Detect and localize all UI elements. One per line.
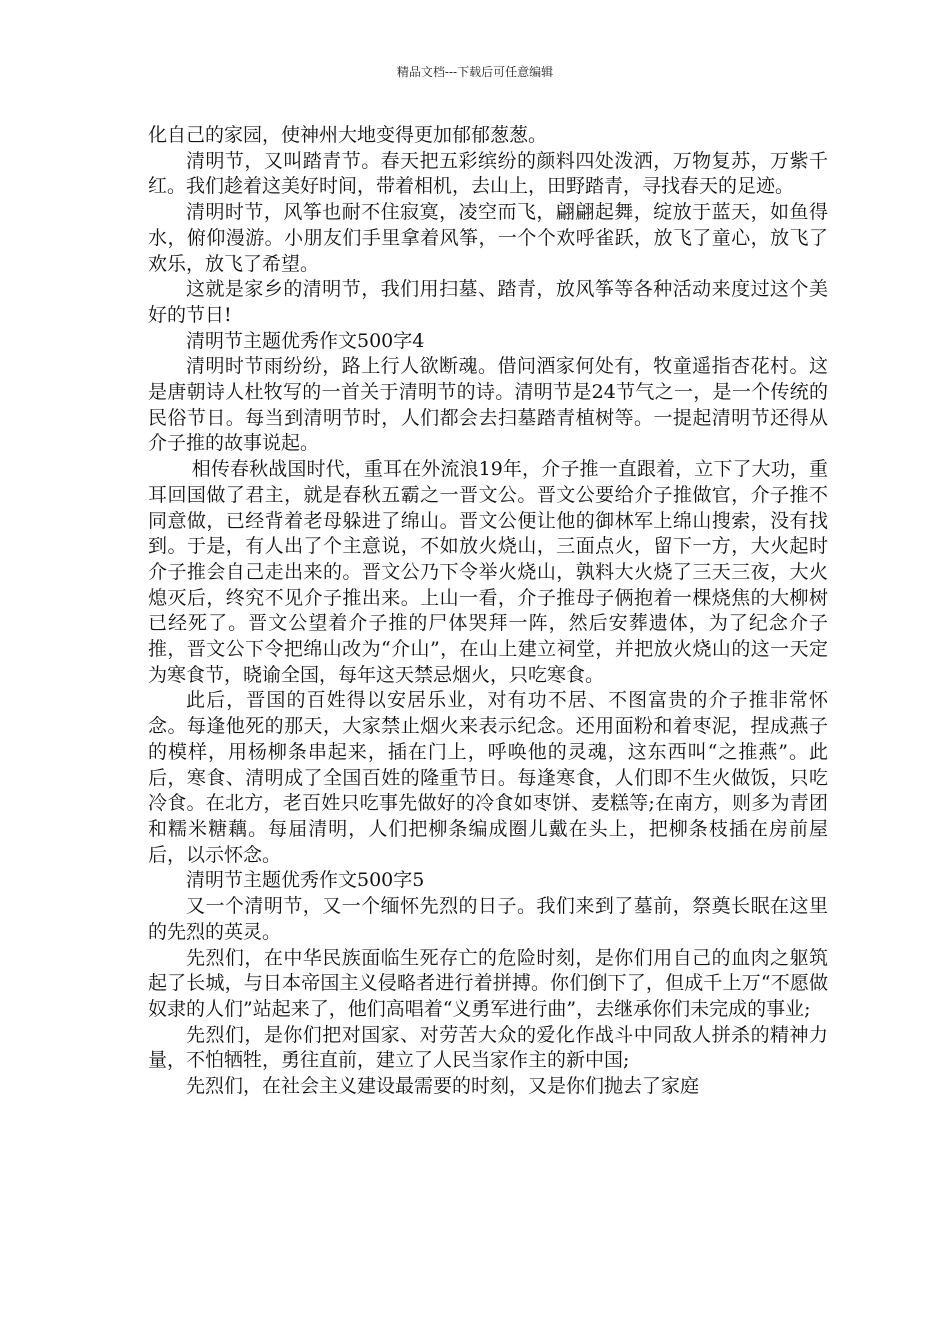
page-header: 精品文档---下载后可任意编辑 xyxy=(396,65,554,79)
paragraph: 此后，晋国的百姓得以安居乐业，对有功不居、不图富贵的介子推非常怀念。每逢他死的那天，大家禁止烟火来表示纪念。还用面粉和着枣泥，捏成燕子的模样，用杨柳条串起来，插在门上，呼唤他的灵魂，这东西叫“之推燕”。此后，寒食、清明成了全国百姓的隆重节日。每逢寒食，人们即不生火做饭，只吃冷食。在北方，老百姓只吃事先做好的冷食如枣饼、麦糕等;在南方，则多为青团和糯米糖藕。每届清明，人们把柳条编成圈儿戴在头上，把柳条枝插在房前屋后，以示怀念。 xyxy=(148,689,828,866)
paragraph: 清明节，又叫踏青节。春天把五彩缤纷的颜料四处泼洒，万物复苏，万紫千红。我们趁着这美好时间，带着相机，去山上，田野踏青，寻找春天的足迹。 xyxy=(148,149,828,198)
paragraph-continued: 化自己的家园，使神州大地变得更加郁郁葱葱。 xyxy=(148,124,548,146)
paragraph: 先烈们，是你们把对国家、对劳苦大众的爱化作战斗中同敌人拼杀的精神力量，不怕牺牲，勇往直前，建立了人民当家作主的新中国; xyxy=(148,1023,828,1072)
paragraph: 又一个清明节，又一个缅怀先烈的日子。我们来到了墓前，祭奠长眠在这里的先烈的英灵。 xyxy=(148,895,828,943)
document-body xyxy=(148,123,828,1100)
paragraph: 清明时节，风筝也耐不住寂寞，凌空而飞，翩翩起舞，绽放于蓝天，如鱼得水，俯仰漫游。小朋友们手里拿着风筝，一个个欢呼雀跃，放飞了童心，放飞了欢乐，放飞了希望。 xyxy=(148,201,828,275)
paragraph: 先烈们，在社会主义建设最需要的时刻，又是你们抛去了家庭 xyxy=(186,1075,700,1098)
section-heading: 清明节主题优秀作文500字4 xyxy=(186,329,425,352)
section-heading: 清明节主题优秀作文500字5 xyxy=(186,869,425,892)
paragraph: 相传春秋战国时代，重耳在外流浪19年，介子推一直跟着，立下了大功，重耳回国做了君主，就是春秋五霸之一晋文公。晋文公要给介子推做官，介子推不同意做，已经背着老母躲进了绵山。晋文公便让他的御林军上绵山搜索，没有找到。于是，有人出了个主意说，不如放火烧山，三面点火，留下一方，大火起时介子推会自己走出来的。晋文公乃下令举火烧山，孰料大火烧了三天三夜，大火熄灭后，终究不见介子推出来。上山一看，介子推母子俩抱着一棵烧焦的大柳树已经死了。晋文公望着介子推的尸体哭拜一阵，然后安葬遗体，为了纪念介子推，晋文公下令把绵山改为“介山”，在山上建立祠堂，并把放火烧山的这一天定为寒食节，晓谕全国，每年这天禁忌烟火，只吃寒食。 xyxy=(148,458,828,686)
paragraph: 先烈们，在中华民族面临生死存亡的危险时刻，是你们用自己的血肉之躯筑起了长城，与日本帝国主义侵略者进行着拼搏。你们倒下了，但成千上万“不愿做奴隶的人们”站起来了，他们高唱着“义勇军进行曲”，去继承你们未完成的事业; xyxy=(148,946,828,1020)
paragraph: 这就是家乡的清明节，我们用扫墓、踏青，放风筝等各种活动来度过这个美好的节日! xyxy=(148,278,828,326)
paragraph: 清明时节雨纷纷，路上行人欲断魂。借问酒家何处有，牧童遥指杏花村。这是唐朝诗人杜牧写的一首关于清明节的诗。清明节是24节气之一，是一个传统的民俗节日。每当到清明节时，人们都会去扫墓踏青植树等。一提起清明节还得从介子推的故事说起。 xyxy=(148,355,828,455)
